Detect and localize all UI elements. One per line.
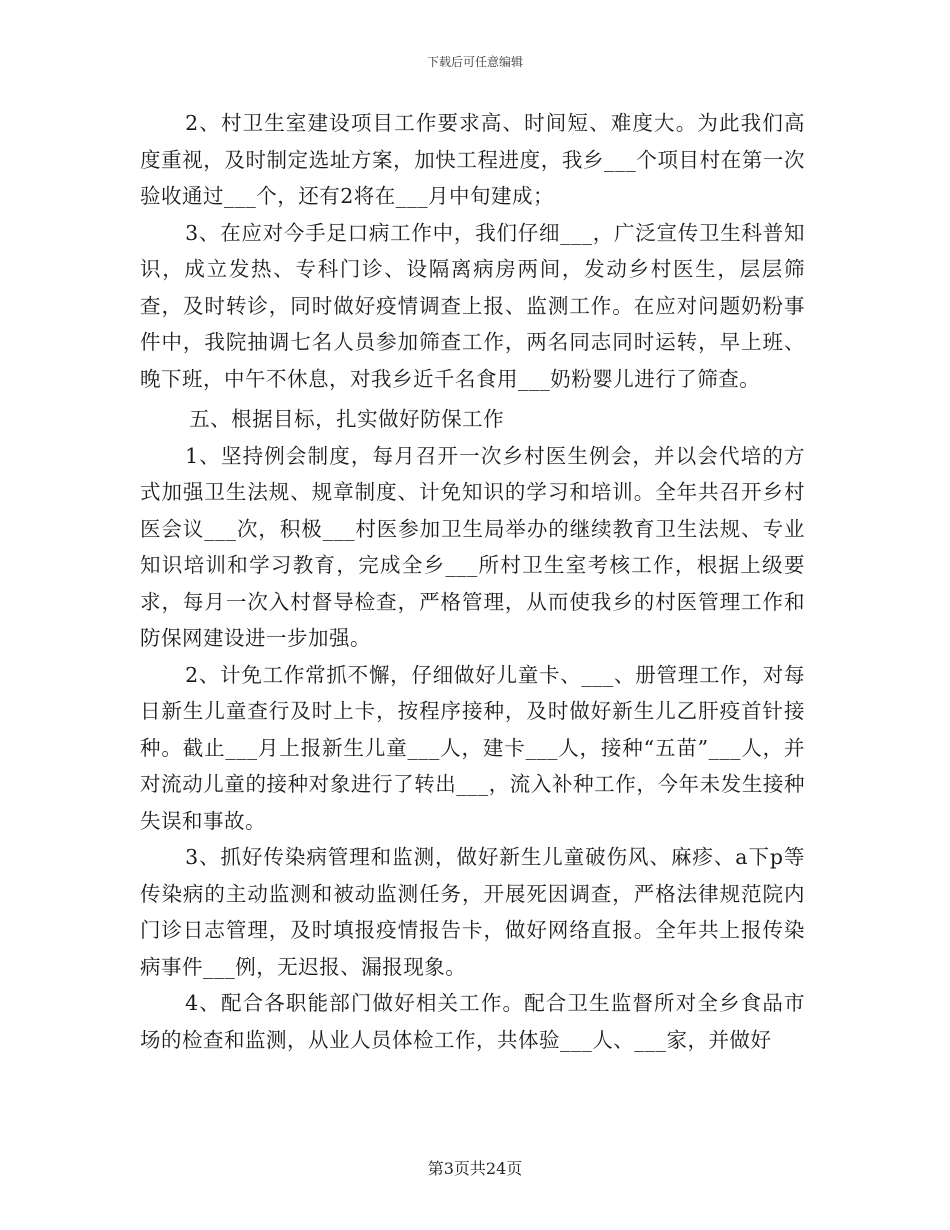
paragraph-village-clinic: 2、村卫生室建设项目工作要求高、时间短、难度大。为此我们高度重视，及时制定选址方案，加快工程进度，我乡___个项目村在第一次验收通过___个，还有2将在___月中旬建成； <box>140 111 805 208</box>
document-body <box>140 105 805 1058</box>
page-header: 下载后可任意编辑 <box>426 55 523 69</box>
paragraph-infectious-disease: 3、抓好传染病管理和监测，做好新生儿童破伤风、麻疹、a下p等传染病的主动监测和被动监测任务，开展死因调查，严格法律规范院内门诊日志管理，及时填报疫情报告卡，做好网络直报。全年共上报传染病事件___例，无迟报、漏报现象。 <box>140 845 805 979</box>
paragraph-cooperation: 4、配合各职能部门做好相关工作。配合卫生监督所对全乡食品市场的检查和监测，从业人员体检工作，共体验___人、___家，并做好 <box>140 991 805 1052</box>
paragraph-immunization: 2、计免工作常抓不懈，仔细做好儿童卡、___、册管理工作，对每日新生儿童查行及时上卡，按程序接种，及时做好新生儿乙肝疫首针接种。截止___月上报新生儿童___人，建卡___人，接种“五苗”___人，并对流动儿童的接种对象进行了转出___，流入补种工作，今年未发生接种失误和事故。 <box>140 662 805 833</box>
paragraph-hfmd-response: 3、在应对今手足口病工作中，我们仔细___，广泛宣传卫生科普知识，成立发热、专科门诊、设隔离病房两间，发动乡村医生，层层筛查，及时转诊，同时做好疫情调查上报、监测工作。在应对问题奶粉事件中，我院抽调七名人员参加筛查工作，两名同志同时运转，早上班、晚下班，中午不休息，对我乡近千名食用___奶粉婴儿进行了筛查。 <box>140 220 805 391</box>
page-number: 第3页共24页 <box>427 1159 523 1178</box>
paragraph-regular-meetings: 1、坚持例会制度，每月召开一次乡村医生例会，并以会代培的方式加强卫生法规、规章制度、计免知识的学习和培训。全年共召开乡村医会议___次，积极___村医参加卫生局举办的继续教育卫生法规、专业知识培训和学习教育，完成全乡___所村卫生室考核工作，根据上级要求，每月一次入村督导检查，严格管理，从而使我乡的村医管理工作和防保网建设进一步加强。 <box>140 443 805 650</box>
section-heading: 五、根据目标，扎实做好防保工作 <box>189 407 505 431</box>
